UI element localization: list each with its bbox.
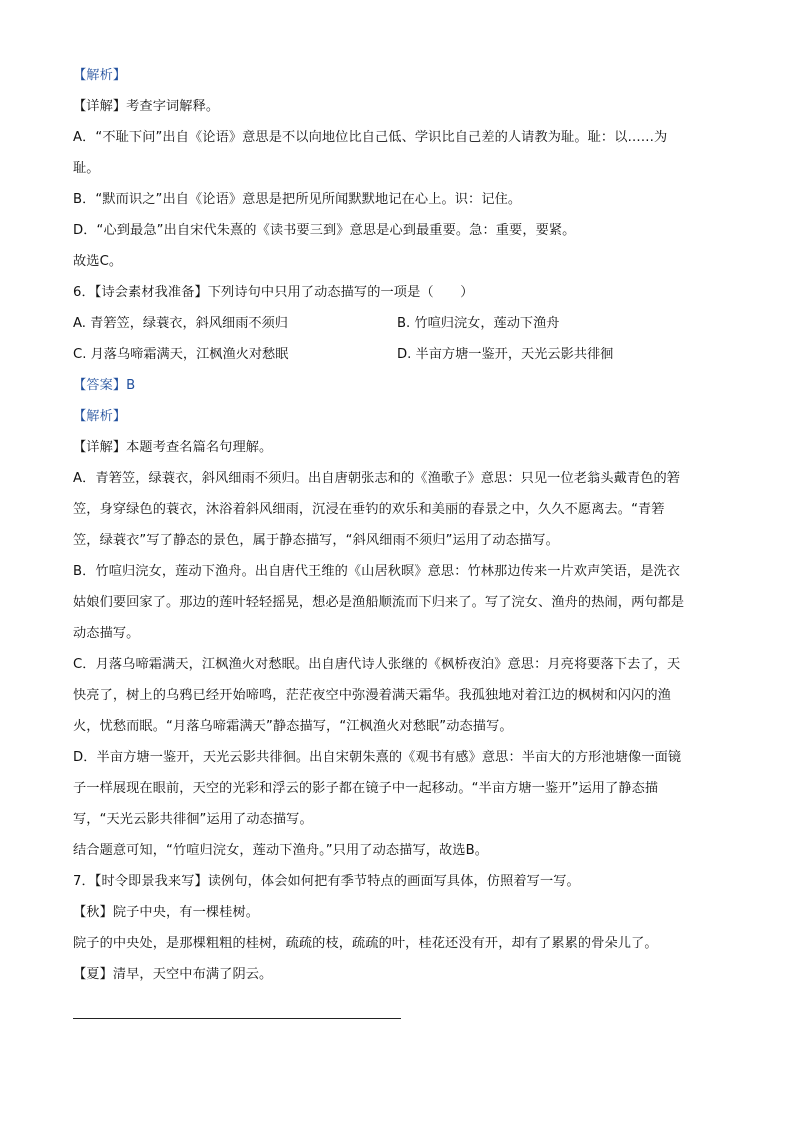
explanation-line: C．月落乌啼霜满天，江枫渔火对愁眠。出自唐代诗人张继的《枫桥夜泊》意思：月亮将要落下去了，天 <box>73 657 681 672</box>
analysis-label: 【解析】 <box>73 409 127 424</box>
prompt-summer: 【夏】清早，天空中布满了阴云。 <box>73 967 273 982</box>
question-6-stem: 6．【诗会素材我准备】下列诗句中只用了动态描写的一项是（ ） <box>73 285 474 300</box>
question-7-stem: 7．【时令即景我来写】读例句，体会如何把有季节特点的画面写具体，仿照着写一写。 <box>73 874 580 889</box>
explanation-line: 笠，绿蓑衣”写了静态的景色，属于静态描写，“斜风细雨不须归”运用了动态描写。 <box>73 533 559 548</box>
analysis-label: 【解析】 <box>73 68 127 83</box>
explanation-line: 子一样展现在眼前，天空的光彩和浮云的影子都在镜子中一起移动。“半亩方塘一鉴开”运用了静态描 <box>73 781 659 796</box>
example-autumn-expanded: 院子的中央处，是那棵粗粗的桂树，疏疏的枝，疏疏的叶，桂花还没有开，却有了累累的骨朵儿了。 <box>73 936 658 951</box>
detail-line: 【详解】本题考查名篇名句理解。 <box>73 440 273 455</box>
option-a: A. 青箬笠，绿蓑衣，斜风细雨不须归 <box>73 316 288 331</box>
explanation-line: D．“心到最急”出自宋代朱熹的《读书要三到》意思是心到最重要。急：重要，要紧。 <box>73 223 576 238</box>
explanation-line: 写，“天光云影共徘徊”运用了动态描写。 <box>73 812 313 827</box>
explanation-line: A．“不耻下问”出自《论语》意思是不以向地位比自己低、学识比自己差的人请教为耻。耻：以……为 <box>73 130 668 145</box>
option-b: B. 竹喧归浣女，莲动下渔舟 <box>397 316 560 331</box>
explanation-line: 火，忧愁而眠。“月落乌啼霜满天”静态描写，“江枫渔火对愁眠”动态描写。 <box>73 719 513 734</box>
option-d: D. 半亩方塘一鉴开，天光云影共徘徊 <box>397 347 614 362</box>
explanation-line: 姑娘们要回家了。那边的莲叶轻轻摇晃，想必是渔船顺流而下归来了。写了浣女、渔舟的热闹，两句都是 <box>73 595 685 610</box>
explanation-line: A．青箬笠，绿蓑衣，斜风细雨不须归。出自唐朝张志和的《渔歌子》意思：只见一位老翁头戴青色的箬 <box>73 471 681 486</box>
example-autumn: 【秋】院子中央，有一棵桂树。 <box>73 905 260 920</box>
explanation-line: B．“默而识之”出自《论语》意思是把所见所闻默默地记在心上。识：记住。 <box>73 192 522 207</box>
answer-label: 【答案】B <box>73 378 136 393</box>
option-c: C. 月落乌啼霜满天，江枫渔火对愁眠 <box>73 347 289 362</box>
explanation-line: 耻。 <box>73 161 100 176</box>
explanation-line: B．竹喧归浣女，莲动下渔舟。出自唐代王维的《山居秋暝》意思：竹林那边传来一片欢声笑语，是洗衣 <box>73 564 681 579</box>
explanation-line: 动态描写。 <box>73 626 140 641</box>
explanation-line: 快亮了，树上的乌鸦已经开始啼鸣，茫茫夜空中弥漫着满天霜华。我孤独地对着江边的枫树和闪闪的渔 <box>73 688 671 703</box>
conclusion-line: 结合题意可知，“竹喧归浣女，莲动下渔舟。”只用了动态描写，故选B。 <box>73 843 489 858</box>
answer-underline <box>73 1018 401 1019</box>
detail-line: 【详解】考查字词解释。 <box>73 99 220 114</box>
conclusion-line: 故选C。 <box>73 254 123 269</box>
explanation-line: 笠，身穿绿色的蓑衣，沐浴着斜风细雨，沉浸在垂钓的欢乐和美丽的春景之中，久久不愿离去。“青箬 <box>73 502 665 517</box>
explanation-line: D．半亩方塘一鉴开，天光云影共徘徊。出自宋朝朱熹的《观书有感》意思：半亩大的方形池塘像一面镜 <box>73 750 682 765</box>
